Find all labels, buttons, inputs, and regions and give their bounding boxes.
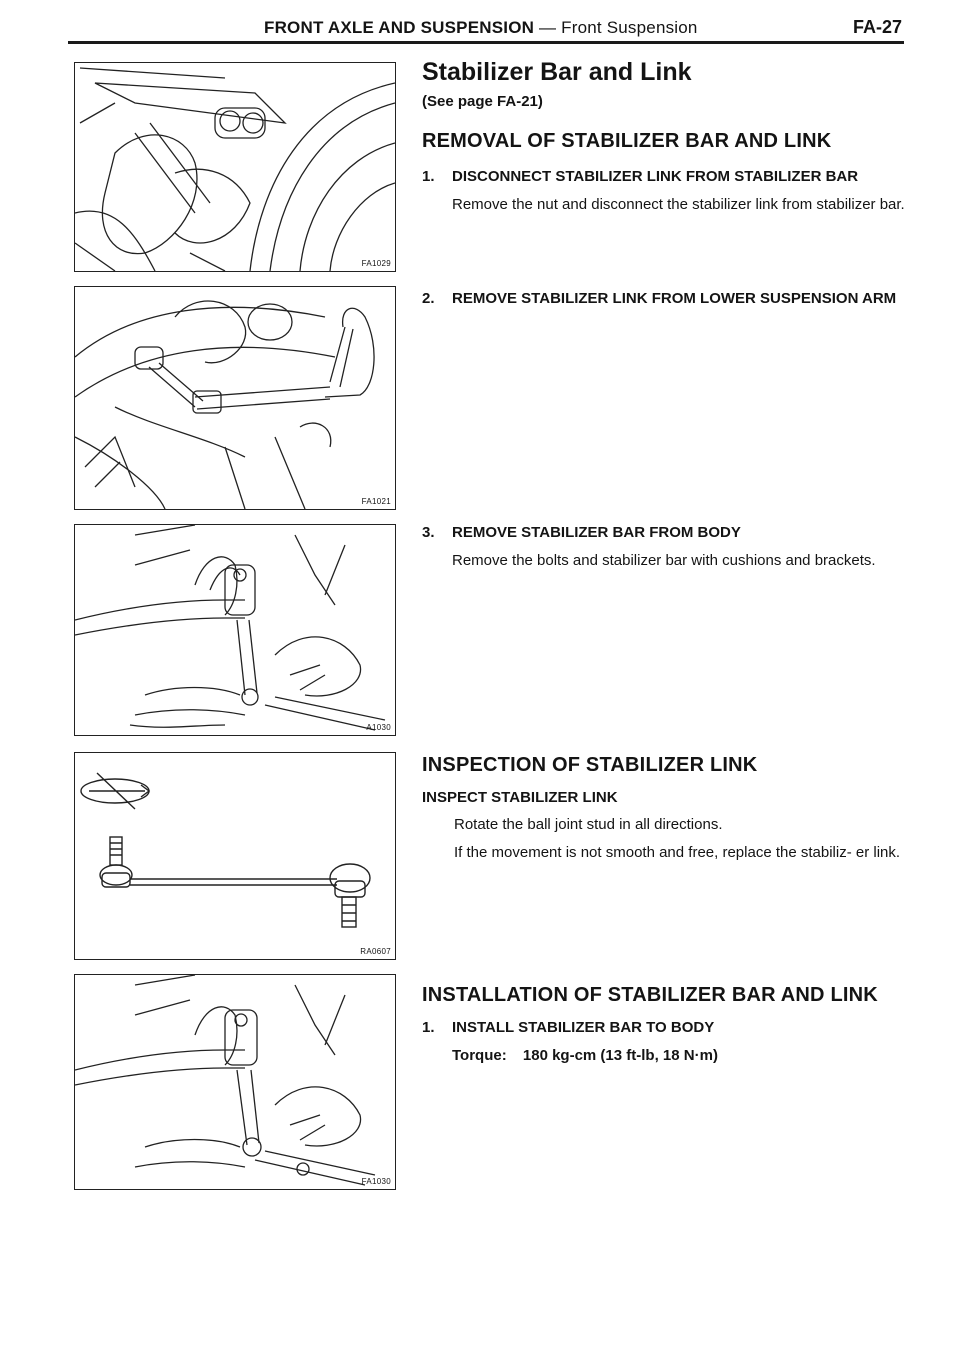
- removal-heading-text: REMOVAL OF STABILIZER BAR AND LINK: [422, 130, 832, 152]
- step-title-text: INSTALL STABILIZER BAR TO BODY: [452, 1019, 715, 1036]
- removal-step-3: [422, 522, 908, 572]
- installation-step-1: [422, 1017, 908, 1039]
- figure-install-bar: [74, 974, 396, 1190]
- step-instruction: Remove the nut and disconnect the stabilizer link from stabilizer bar.: [452, 196, 905, 213]
- figure-inspect-link: [74, 752, 396, 960]
- section-title-sub: — Front Suspension: [534, 18, 698, 37]
- figure-inspect-link-illustration: [75, 753, 395, 959]
- step-title-text: DISCONNECT STABILIZER LINK FROM STABILIZER BAR: [452, 168, 859, 185]
- inspection-line-2: If the movement is not smooth and free, replace the stabiliz- er link.: [454, 844, 901, 861]
- figure-remove-link-illustration: [75, 287, 395, 509]
- step-number: 1.: [422, 168, 435, 185]
- figure-code: FA1021: [361, 497, 391, 506]
- removal-step-2: [422, 288, 908, 310]
- step-title: [422, 166, 908, 188]
- step-title: [422, 288, 908, 310]
- inspection-section: [422, 754, 908, 864]
- figure-disconnect-link: [74, 62, 396, 272]
- step-number: 2.: [422, 290, 435, 307]
- figure-code: FA1029: [361, 259, 391, 268]
- step-title-text: REMOVE STABILIZER BAR FROM BODY: [452, 524, 741, 541]
- step-number: 3.: [422, 524, 435, 541]
- installation-section: [422, 984, 908, 1067]
- figure-remove-bar: [74, 524, 396, 736]
- inspection-subheading: INSPECT STABILIZER LINK: [422, 789, 618, 806]
- installation-heading: INSTALLATION OF STABILIZER BAR AND LINK: [422, 984, 878, 1006]
- step-number: 1.: [422, 1019, 435, 1036]
- figure-remove-link: [74, 286, 396, 510]
- step-instruction: Remove the bolts and stabilizer bar with cushions and brackets.: [452, 552, 876, 569]
- section-heading: Stabilizer Bar and Link: [422, 58, 692, 86]
- removal-heading: [422, 130, 908, 153]
- see-page-reference: (See page FA-21): [422, 93, 543, 110]
- section-title-main: FRONT AXLE AND SUSPENSION: [264, 18, 535, 37]
- page-number: FA-27: [852, 17, 902, 37]
- step-title: [422, 522, 908, 544]
- figure-code: A1030: [366, 723, 391, 732]
- torque-label: Torque:: [452, 1047, 507, 1064]
- removal-step-1: [422, 166, 908, 216]
- torque-spec: [422, 1045, 908, 1067]
- inspection-line-1: Rotate the ball joint stud in all directions.: [454, 816, 723, 833]
- section-title: [264, 18, 698, 38]
- step-title-text: REMOVE STABILIZER LINK FROM LOWER SUSPENSION ARM: [452, 290, 897, 307]
- figure-install-bar-illustration: [75, 975, 395, 1189]
- header-rule: [68, 41, 904, 44]
- figure-disconnect-link-illustration: [75, 63, 395, 271]
- inspection-heading: INSPECTION OF STABILIZER LINK: [422, 754, 758, 776]
- page-header: [68, 16, 904, 40]
- torque-value: 180 kg-cm (13 ft-lb, 18 N·m): [522, 1047, 718, 1064]
- figure-remove-bar-illustration: [75, 525, 395, 735]
- section-heading-block: [422, 58, 908, 110]
- figure-code: RA0607: [360, 947, 391, 956]
- figure-code: FA1030: [361, 1177, 391, 1186]
